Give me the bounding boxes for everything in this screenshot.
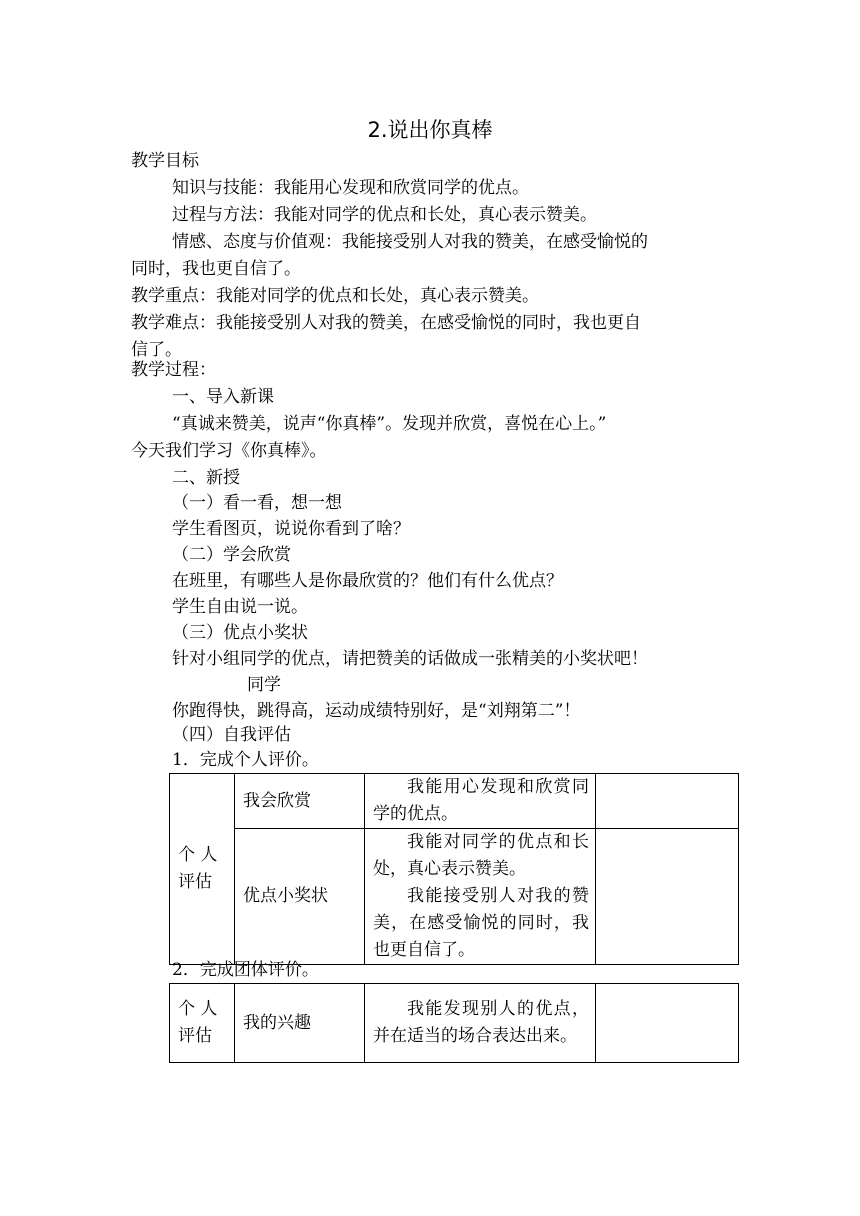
desc-text: 我能对同学的优点和长处，真心表示赞美。	[373, 832, 589, 879]
table-row	[170, 984, 739, 1063]
desc-text: 我能发现别人的优点，并在适当的场合表达出来。	[373, 999, 589, 1046]
difficult-point: 教学难点：我能接受别人对我的赞美，在感受愉悦的同时，我也更自	[131, 313, 641, 333]
heading-process: 教学过程：	[131, 360, 216, 380]
desc-text: 我能用心发现和欣赏同学的优点。	[373, 777, 589, 824]
desc-cell	[365, 984, 596, 1063]
section-new: 二、新授	[172, 468, 240, 488]
award-task: 针对小组同学的优点，请把赞美的话做成一张精美的小奖状吧！	[172, 649, 648, 669]
objective-emotion-cont: 同时，我也更自信了。	[131, 259, 301, 279]
head-line-1: 个 人	[178, 845, 218, 865]
award-example: 你跑得快，跳得高，运动成绩特别好，是“刘翔第二”！	[172, 701, 581, 721]
head-line-2: 评估	[178, 872, 212, 892]
group-eval-table	[169, 983, 739, 1063]
item-cell: 我会欣赏	[235, 774, 365, 829]
item-cell: 优点小奖状	[235, 829, 365, 965]
desc-cell	[365, 829, 596, 965]
score-cell[interactable]	[596, 829, 739, 965]
key-point: 教学重点：我能对同学的优点和长处，真心表示赞美。	[131, 286, 539, 306]
subsection-self-eval: （四）自我评估	[172, 725, 291, 745]
document-title: 2.说出你真棒	[367, 118, 493, 142]
intro-today: 今天我们学习《你真棒》。	[131, 441, 327, 461]
subsection-appreciate: （二）学会欣赏	[172, 545, 291, 565]
heading-objectives: 教学目标	[131, 151, 199, 171]
table-row	[170, 829, 739, 965]
score-cell[interactable]	[596, 774, 739, 829]
section-intro: 一、导入新课	[172, 387, 274, 407]
table-head-cell	[170, 774, 235, 965]
group-eval-label: 2．完成团体评价。	[172, 960, 319, 980]
table-head-cell	[170, 984, 235, 1063]
personal-eval-table	[169, 773, 739, 965]
score-cell[interactable]	[596, 984, 739, 1063]
item-cell: 我的兴趣	[235, 984, 365, 1063]
award-classmate: 同学	[247, 675, 281, 695]
objective-emotion: 情感、态度与价值观：我能接受别人对我的赞美，在感受愉悦的	[172, 232, 648, 252]
subsection-award: （三）优点小奖状	[172, 623, 308, 643]
objective-process: 过程与方法：我能对同学的优点和长处，真心表示赞美。	[172, 205, 597, 225]
intro-quote: “真诚来赞美，说声“你真棒”。发现并欣赏，喜悦在心上。”	[172, 414, 607, 434]
look-task: 学生看图页，说说你看到了啥？	[172, 519, 410, 539]
objective-knowledge: 知识与技能：我能用心发现和欣赏同学的优点。	[172, 178, 529, 198]
table-row	[170, 774, 739, 829]
personal-eval-label: 1．完成个人评价。	[172, 750, 319, 770]
head-line-2: 评估	[178, 1026, 212, 1046]
difficult-point-cont: 信了。	[131, 340, 182, 360]
desc-text: 我能接受别人对我的赞美，在感受愉悦的同时，我也更自信了。	[373, 886, 589, 960]
appreciate-task: 学生自由说一说。	[172, 597, 308, 617]
head-line-1: 个 人	[178, 999, 218, 1019]
subsection-look: （一）看一看，想一想	[172, 493, 342, 513]
desc-cell	[365, 774, 596, 829]
appreciate-question: 在班里，有哪些人是你最欣赏的？他们有什么优点？	[172, 571, 563, 591]
